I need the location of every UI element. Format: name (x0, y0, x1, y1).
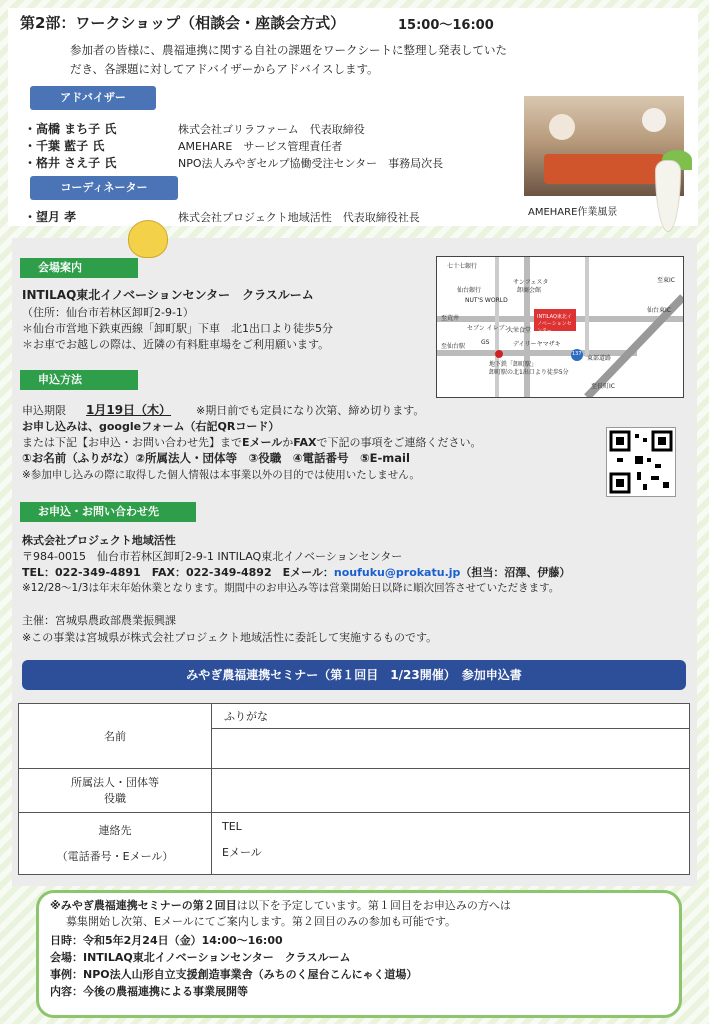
photo-caption: AMEHARE作業風景 (528, 207, 618, 218)
form-email-field[interactable]: Eメール (222, 846, 262, 859)
map-label-route: 137 (572, 351, 582, 357)
advisor-org-1: 株式会社ゴリラファーム 代表取締役 (178, 123, 365, 136)
map-label-exit: 卸町駅の北1出口より徒歩5分 (489, 369, 569, 376)
map-label-nut: NUT'S WORLD (465, 297, 508, 304)
venue-name: INTILAQ東北イノベーションセンター クラスルーム (22, 288, 314, 302)
map-label-seven: セブン イレブン (467, 325, 511, 332)
coordinator-label: コーディネーター (30, 176, 178, 200)
part2-desc-2: だき、各課題に対してアドバイザーからアドバイスします。 (70, 62, 379, 76)
note-line1-bold: ※みやぎ農福連携セミナーの第２回目 (50, 899, 237, 912)
vegetable-tray (544, 154, 664, 184)
apply-line3 (22, 434, 482, 450)
advisor-name-3: ・格井 さえ子 氏 (24, 156, 117, 170)
apply-deadline-prefix: 申込期限 (22, 404, 66, 417)
map-label-tohoku-hwy: 東部道路 (587, 355, 612, 362)
note-date: 日時：令和5年2月24日（金）14:00～16:00 (50, 934, 283, 947)
map-label-to-arai: 至荒井 (441, 315, 460, 322)
contact-line (22, 564, 570, 580)
application-form (18, 703, 690, 875)
contact-tel-fax: TEL：022-349-4891 FAX：022-349-4892 Eメール： (22, 566, 334, 579)
note-content: 内容：今後の農福連携による事業展開等 (50, 985, 248, 998)
advisor-name-2: ・千葉 藍子 氏 (24, 139, 105, 153)
form-contact-field[interactable] (212, 813, 690, 875)
map-label-sendai-bank: 仙台銀行 (457, 287, 482, 294)
map-label-station: 地下鉄「卸町駅」 (489, 361, 538, 368)
apply-line3-a: または下記【お申込・お問い合わせ先】まで (22, 436, 242, 449)
advisor-name-1: ・高橋 まち子 氏 (24, 122, 117, 136)
contact-company: 株式会社プロジェクト地域活性 (22, 534, 176, 547)
note-case: 事例：NPO法人山形自立支援創造事業舎（みちのく屋台こんにゃく道場） (50, 968, 418, 981)
contact-commission: ※この事業は宮城県が株式会社プロジェクト地域活性に委託して実施するものです。 (22, 631, 438, 644)
apply-line2: お申し込みは、googleフォーム（右記QRコード） (22, 420, 280, 433)
note-line1 (50, 897, 511, 913)
advisor-org-3: NPO法人みやぎセルプ協働受注センター 事務局次長 (178, 157, 444, 170)
contact-email-link[interactable]: noufuku@prokatu.jp (333, 566, 461, 579)
apply-deadline: 1月19日（木） (86, 403, 172, 417)
form-org-field[interactable] (212, 769, 690, 813)
venue-tag: 会場案内 (20, 258, 138, 278)
note-line1-rest: は以下を予定しています。第１回目をお申込みの方へは (236, 899, 511, 912)
map-label-sendai-east: 仙台東IC (647, 307, 671, 314)
form-contact-label (19, 813, 212, 875)
qr-pattern (607, 428, 675, 496)
worker-2 (642, 108, 666, 132)
note-line2: 募集開始し次第、Eメールにてご案内します。第２回目のみの参加も可能です。 (66, 915, 456, 928)
venue-address: （住所：仙台市若林区卸町2-9-1） (22, 306, 194, 319)
part2-desc-1: 参加者の皆様に、農福連携に関する自社の課題をワークシートに整理し発表していた (70, 43, 507, 57)
map-label-daiichi: 大栄食堂 (507, 327, 532, 334)
onion-icon (128, 220, 168, 258)
map-label-bank: 七十七銀行 (447, 263, 478, 270)
apply-line3-email: Eメール (242, 436, 283, 449)
coordinator-org: 株式会社プロジェクト地域活性 代表取締役社長 (178, 211, 420, 224)
apply-line3-c: か (282, 436, 294, 449)
map-label-sunfresh: サンフェスタ (513, 279, 549, 286)
apply-line3-fax: FAX (293, 436, 317, 449)
form-org-label (19, 769, 212, 813)
map-label-sunfresh2: 卸商会館 (517, 287, 542, 294)
contact-persons: （担当：沼澤、伊藤） (460, 566, 571, 579)
map-label-to-i2: 至長町IC (591, 383, 615, 390)
contact-address: 〒984-0015 仙台市若林区卸町2-9-1 INTILAQ東北イノベーションセンター (22, 550, 403, 563)
qr-code[interactable] (606, 427, 676, 497)
form-contact-label-2: （電話番号・Eメール） (56, 849, 174, 863)
part2-time: 15:00～16:00 (398, 18, 494, 33)
coordinator-name: ・望月 孝 (24, 210, 77, 224)
venue-access-1: ＊仙台市営地下鉄東西線「卸町駅」下車 北1出口より徒歩5分 (22, 322, 333, 335)
form-furigana-field[interactable]: ふりがな (212, 704, 690, 729)
worker-1 (549, 114, 575, 140)
form-banner: みやぎ農福連携セミナー（第１回目 1/23開催） 参加申込書 (22, 660, 686, 690)
contact-host: 主催：宮城県農政部農業振興課 (22, 614, 176, 627)
form-name-label: 名前 (19, 704, 212, 769)
apply-privacy: ※参加申し込みの際に取得した個人情報は本事業以外の目的では使用いたしません。 (22, 469, 420, 481)
form-org-label-1: 所属法人・団体等 (71, 775, 159, 789)
venue-access-2: ＊お車でお越しの際は、近隣の有料駐車場をご利用願います。 (22, 338, 330, 351)
apply-line3-e: で下記の事項をご連絡ください。 (316, 436, 482, 449)
venue-map (436, 256, 684, 398)
form-org-label-2: 役職 (104, 791, 126, 805)
map-label-daily: デイリーヤマザキ (513, 341, 561, 348)
map-label-to-i1: 至東IC (657, 277, 675, 284)
map-label-to-sendai: 至仙台駅 (441, 343, 466, 350)
map-label-center: INTILAQ東北イノベーションセンター (537, 314, 572, 334)
advisor-label: アドバイザー (30, 86, 156, 110)
apply-tag: 申込方法 (20, 370, 138, 390)
form-contact-label-1: 連絡先 (98, 823, 132, 837)
form-tel-field[interactable]: TEL (222, 820, 242, 833)
apply-items: ①お名前（ふりがな）②所属法人・団体等 ③役職 ④電話番号 ⑤E-mail (22, 451, 410, 465)
form-name-field[interactable] (212, 729, 690, 769)
note-venue: 会場：INTILAQ東北イノベーションセンター クラスルーム (50, 951, 351, 964)
apply-deadline-note: ※期日前でも定員になり次第、締め切ります。 (196, 404, 425, 417)
advisor-org-2: AMEHARE サービス管理責任者 (178, 140, 343, 153)
contact-holiday: ※12/28～1/3は年末年始休業となります。期間中のお申込み等は営業開始日以降に順次回答させていただきます。 (22, 582, 560, 594)
part2-title: 第2部：ワークショップ（相談会・座談会方式） (20, 14, 346, 32)
contact-tag: お申込・お問い合わせ先 (20, 502, 196, 522)
map-label-gs: GS (481, 339, 490, 346)
